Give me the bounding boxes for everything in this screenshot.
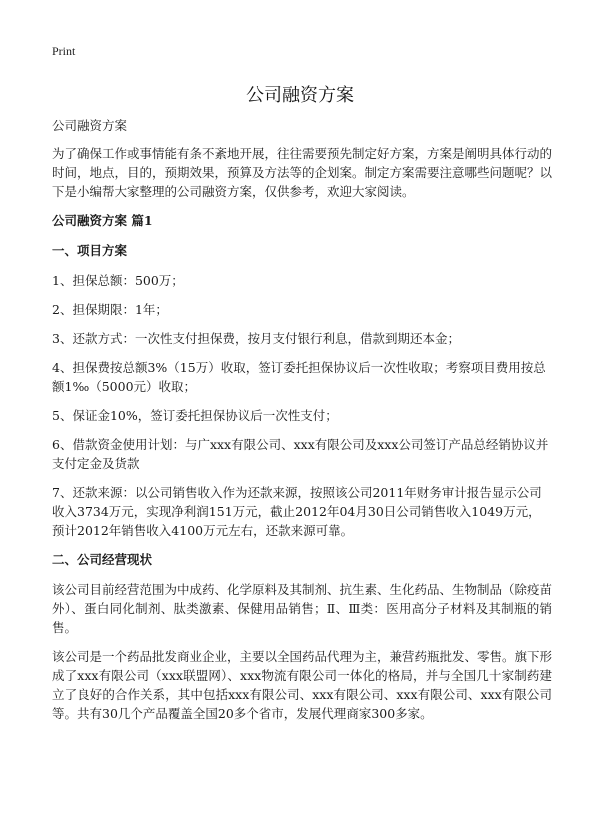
document-title: 公司融资方案 <box>246 85 354 106</box>
list-item: 7、还款来源：以公司销售收入作为还款来源，按照该公司2011年财务审计报告显示公司收入3734万元，实现净利润151万元，截止2012年04月30日公司销售收入1049万元，预计2012年销售收入4100万元左右，还款来源可靠。 <box>52 485 542 538</box>
list-item: 5、保证金10%，签订委托担保协议后一次性支付； <box>52 408 338 423</box>
list-item: 4、担保费按总额3%（15万）收取，签订委托担保协议后一次性收取；考察项目费用按总额1‰（5000元）收取； <box>52 360 546 394</box>
list-item: 3、还款方式：一次性支付担保费，按月支付银行利息，借款到期还本金； <box>52 331 460 346</box>
document-subtitle: 公司融资方案 <box>52 118 128 133</box>
section-heading-project-plan: 一、项目方案 <box>52 243 128 258</box>
print-link[interactable]: Print <box>52 44 76 58</box>
business-paragraph: 该公司是一个药品批发商业企业，主要以全国药品代理为主，兼营药瓶批发、零售。旗下形成了xxx有限公司（xxx联盟网）、xxx物流有限公司一体化的格局，并与全国几十家制药建立了良好的合作关系，其中包括xxx有限公司、xxx有限公司、xxx有限公司、xxx有限公司等。共有30几个产品覆盖全国20多个省市，发展代理商家300多家。 <box>52 649 553 721</box>
list-item: 1、担保总额：500万； <box>52 273 184 288</box>
intro-paragraph: 为了确保工作或事情能有条不紊地开展，往往需要预先制定好方案，方案是阐明具体行动的时间，地点，目的，预期效果，预算及方法等的企划案。制定方案需要注意哪些问题呢？以下是小编帮大家整理的公司融资方案，仅供参考，欢迎大家阅读。 <box>52 146 553 199</box>
chapter-heading: 公司融资方案 篇1 <box>52 213 153 228</box>
list-item: 6、借款资金使用计划：与广xxx有限公司、xxx有限公司及xxx公司签订产品总经销协议并支付定金及货款 <box>52 437 549 471</box>
business-paragraph: 该公司目前经营范围为中成药、化学原料及其制剂、抗生素、生化药品、生物制品（除疫苗外）、蛋白同化制剂、肽类激素、保健用品销售；Ⅱ、Ⅲ类：医用高分子材料及其制瓶的销售。 <box>52 582 553 635</box>
list-item: 2、担保期限：1年； <box>52 302 168 317</box>
section-heading-business-status: 二、公司经营现状 <box>52 552 153 567</box>
document-body <box>52 116 552 733</box>
